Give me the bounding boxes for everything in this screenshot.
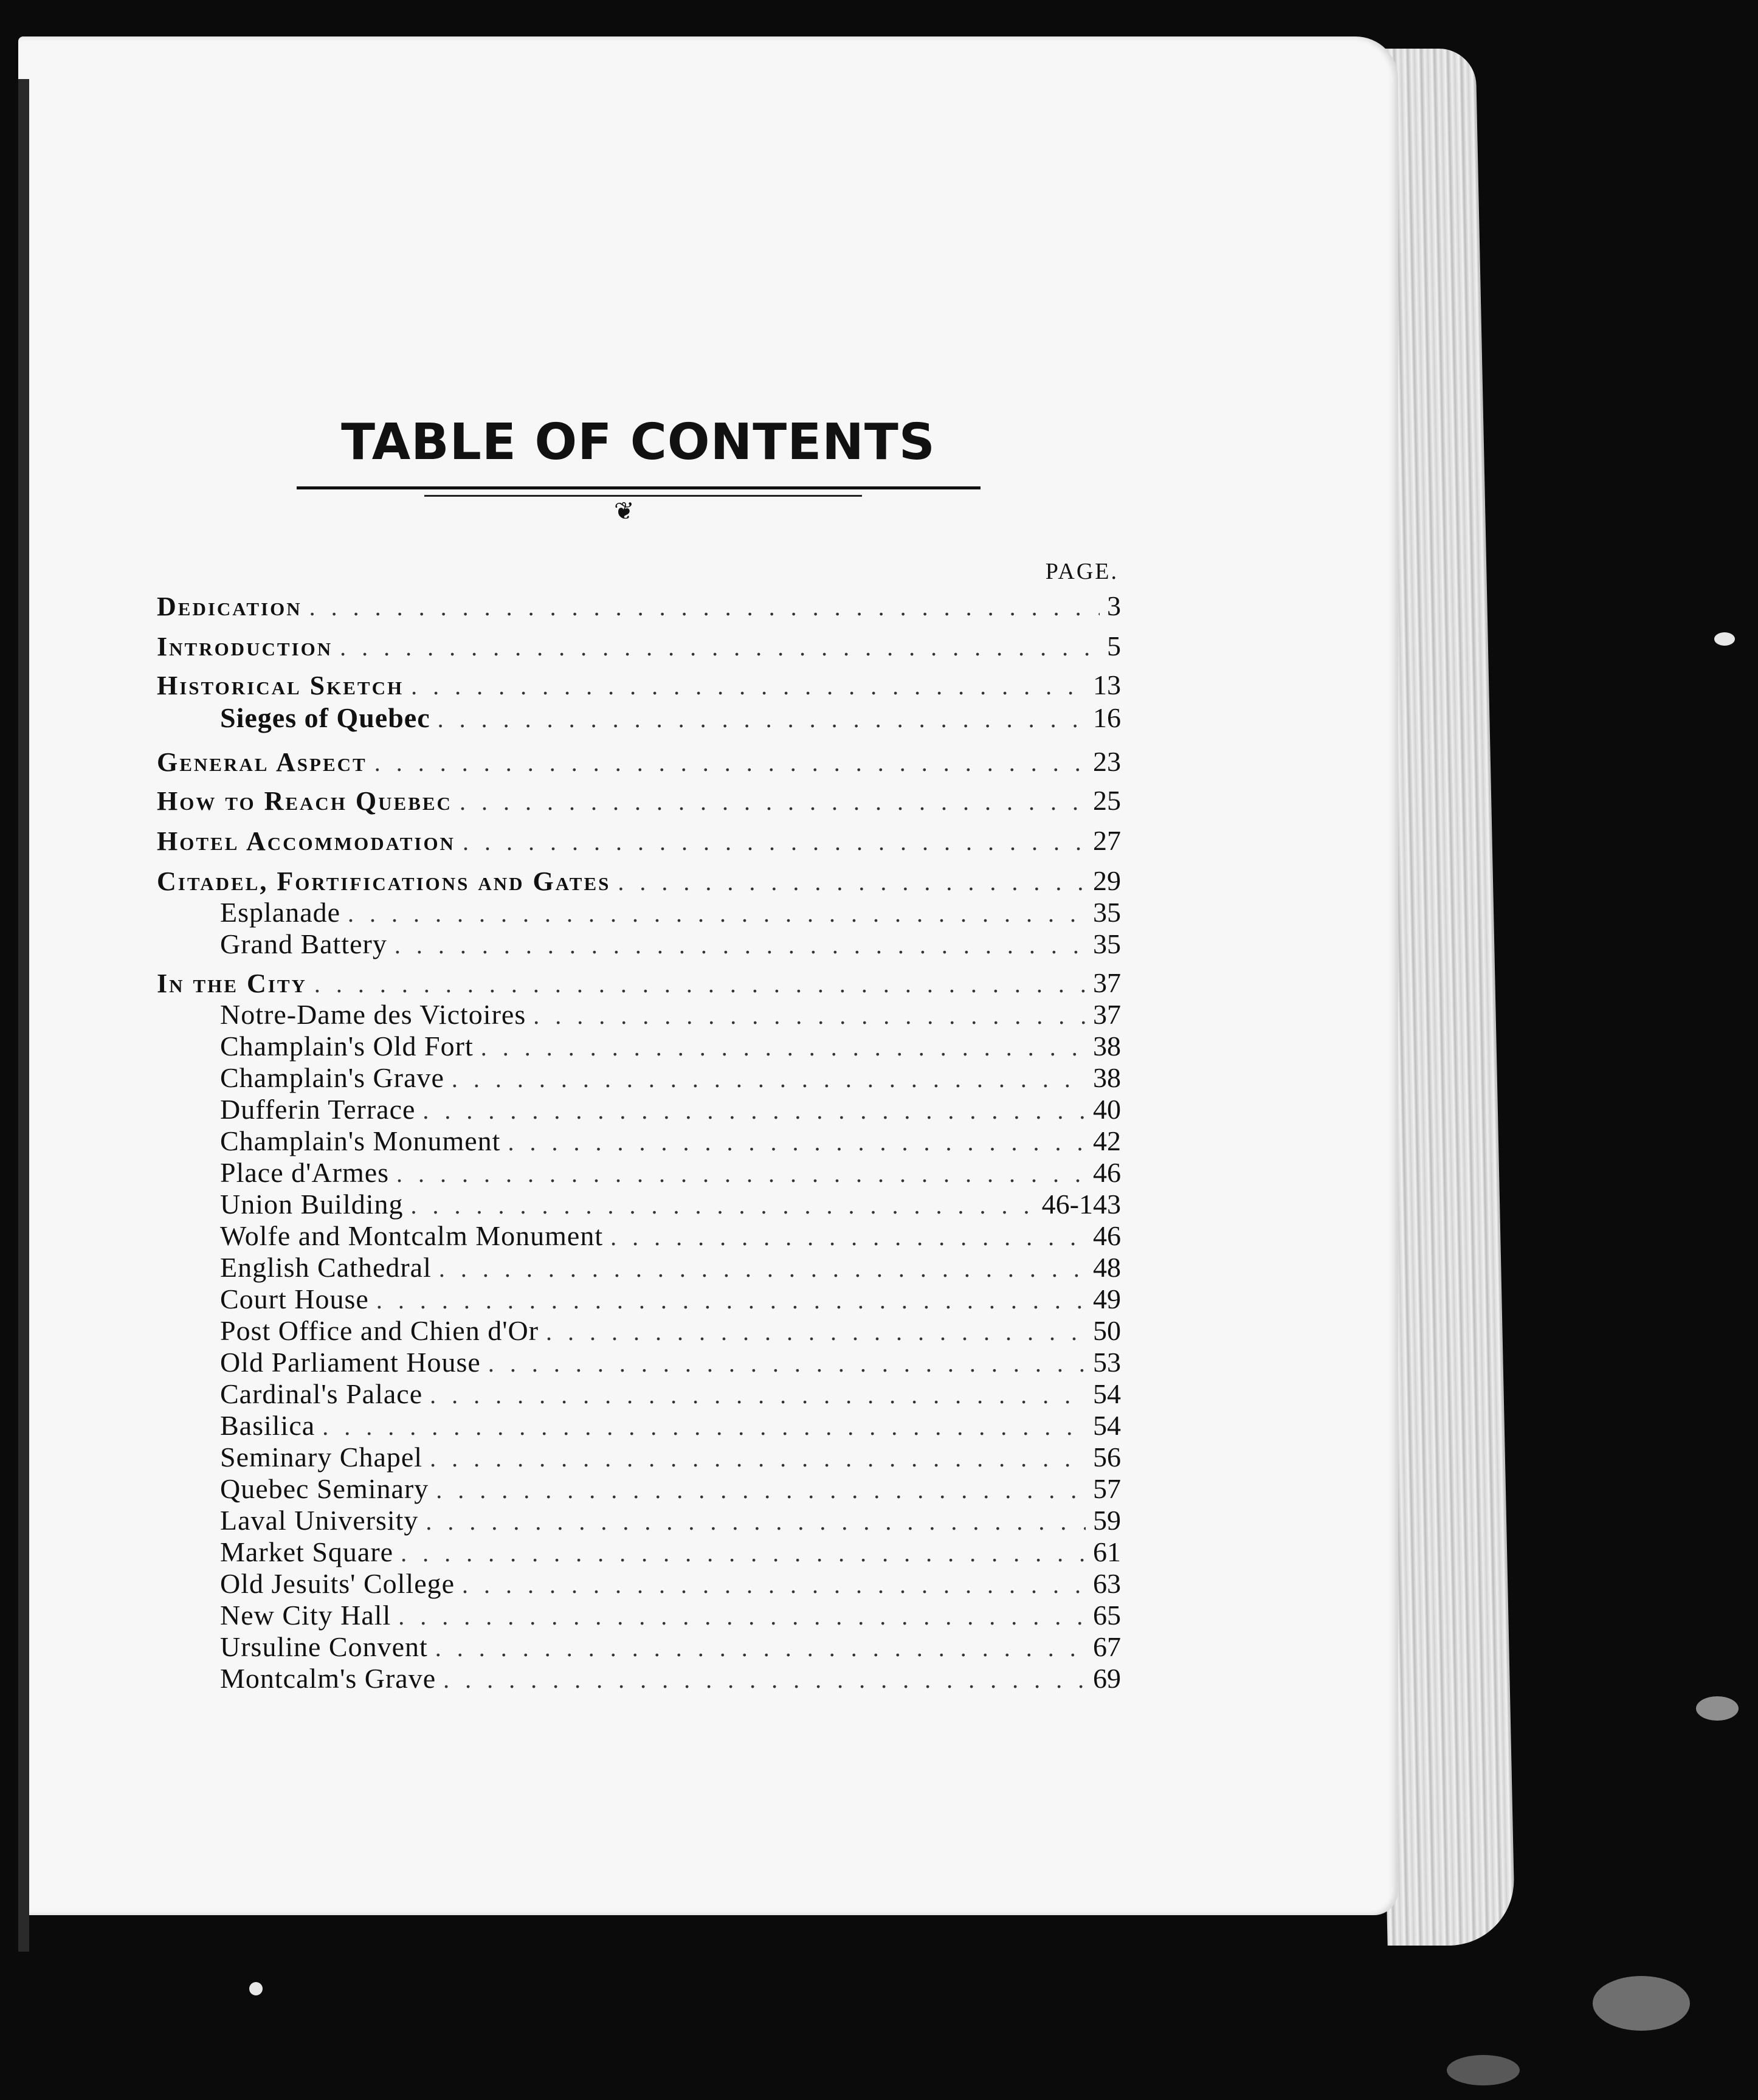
leader-dots <box>398 1602 1086 1631</box>
leader-dots <box>426 1507 1086 1536</box>
toc-entry <box>220 1093 1121 1127</box>
leader-dots <box>618 868 1086 896</box>
leader-dots <box>436 1476 1086 1504</box>
toc-entry <box>157 745 1121 779</box>
leader-dots <box>411 1191 1035 1220</box>
toc-entry-page: 57 <box>1093 1473 1121 1504</box>
toc-entry <box>220 1283 1121 1317</box>
toc-entry-page: 54 <box>1093 1378 1121 1409</box>
toc-entry <box>220 1125 1121 1159</box>
toc-entry-label: Wolfe and Montcalm Monument <box>220 1220 604 1251</box>
toc-entry-label: Basilica <box>220 1410 315 1441</box>
toc-entry-label: Ursuline Convent <box>220 1631 428 1662</box>
toc-entry-page: 29 <box>1093 865 1121 896</box>
toc-entry-label: Post Office and Chien d'Or <box>220 1315 539 1346</box>
toc-entry <box>220 1409 1121 1443</box>
toc-entry-page: 69 <box>1093 1663 1121 1694</box>
toc-entry-page: 37 <box>1093 999 1121 1030</box>
toc-entry-page: 38 <box>1093 1062 1121 1093</box>
toc-entry <box>220 1346 1121 1380</box>
leader-dots <box>610 1223 1086 1251</box>
toc-entry-label: New City Hall <box>220 1600 391 1631</box>
toc-entry <box>220 998 1121 1032</box>
toc-entry-label: Montcalm's Grave <box>220 1663 436 1694</box>
leader-dots <box>411 672 1086 700</box>
toc-entry-label: Laval University <box>220 1505 419 1536</box>
toc-entry-label: Old Parliament House <box>220 1347 481 1378</box>
toc-entry-page: 40 <box>1093 1094 1121 1125</box>
toc-entry-label: Notre-Dame des Victoires <box>220 999 526 1030</box>
leader-dots <box>439 1254 1086 1283</box>
toc-entry-page: 35 <box>1093 897 1121 928</box>
toc-entry-label: Esplanade <box>220 897 341 928</box>
toc-entry-page: 50 <box>1093 1315 1121 1346</box>
toc-entry-page: 61 <box>1093 1536 1121 1567</box>
leader-dots <box>340 633 1100 661</box>
dust-speck <box>249 1982 263 1995</box>
leader-dots <box>460 787 1086 816</box>
toc-entry <box>220 1599 1121 1633</box>
leader-dots <box>463 827 1086 856</box>
title-rule-short <box>424 495 862 497</box>
toc-entry-label: General Aspect <box>157 747 367 777</box>
leader-dots <box>488 1349 1086 1378</box>
toc-entry <box>157 630 1121 664</box>
toc-entry-label: Citadel, Fortifications and Gates <box>157 866 611 896</box>
leader-dots <box>438 705 1086 733</box>
toc-entry <box>157 590 1121 624</box>
toc-entry <box>220 1441 1121 1475</box>
toc-entry-page: 25 <box>1093 785 1121 816</box>
toc-entry-label: Dedication <box>157 592 302 621</box>
toc-entry-label: Seminary Chapel <box>220 1442 423 1473</box>
dust-speck <box>1696 1696 1739 1721</box>
toc-entry-page: 13 <box>1093 669 1121 700</box>
toc-entry-label: Introduction <box>157 632 333 661</box>
leader-dots <box>546 1318 1086 1346</box>
toc-entry-label: Champlain's Grave <box>220 1062 444 1093</box>
toc-entry-label: Champlain's Old Fort <box>220 1031 474 1062</box>
toc-entry <box>220 896 1121 930</box>
leader-dots <box>430 1381 1086 1409</box>
leader-dots <box>395 931 1086 959</box>
toc-entry <box>220 1156 1121 1190</box>
toc-entry-page: 48 <box>1093 1252 1121 1283</box>
dust-speck <box>1593 1976 1690 2031</box>
toc-entry-page: 54 <box>1093 1410 1121 1441</box>
dust-speck <box>1447 2055 1520 2085</box>
toc-entry-label: Market Square <box>220 1536 394 1567</box>
toc-entry-page: 27 <box>1093 825 1121 856</box>
toc-entry <box>157 865 1121 899</box>
toc-entry <box>157 784 1121 818</box>
leader-dots <box>348 899 1086 928</box>
toc-entry-label: Quebec Seminary <box>220 1473 429 1504</box>
toc-entry <box>220 1504 1121 1538</box>
toc-entry-page: 49 <box>1093 1283 1121 1314</box>
toc-entry-label: Sieges of Quebec <box>220 702 430 733</box>
page-spine-shadow <box>18 79 29 1952</box>
toc-entry <box>220 1378 1121 1412</box>
toc-entry-label: Historical Sketch <box>157 671 404 700</box>
toc-entry <box>220 1567 1121 1601</box>
toc-entry <box>157 669 1121 703</box>
toc-entry-label: How to Reach Quebec <box>157 786 452 816</box>
toc-entry-page: 16 <box>1093 702 1121 733</box>
toc-entry <box>220 702 1121 736</box>
toc-entry <box>220 1062 1121 1096</box>
toc-entry <box>157 824 1121 858</box>
leader-dots <box>422 1096 1086 1125</box>
leader-dots <box>322 1412 1086 1441</box>
page-title: TABLE OF CONTENTS <box>341 413 936 471</box>
leader-dots <box>374 748 1086 777</box>
leader-dots <box>314 970 1086 998</box>
leaf-ornament-icon: ❦ <box>614 497 635 525</box>
toc-entry-page: 67 <box>1093 1631 1121 1662</box>
toc-entry <box>220 1220 1121 1254</box>
toc-entry-label: Hotel Accommodation <box>157 826 455 856</box>
toc-entry <box>220 1536 1121 1570</box>
toc-entry <box>220 928 1121 962</box>
leader-dots <box>430 1444 1086 1473</box>
leader-dots <box>443 1665 1086 1694</box>
leader-dots <box>462 1570 1086 1599</box>
toc-entry-page: 63 <box>1093 1568 1121 1599</box>
toc-entry-page: 46-143 <box>1041 1189 1121 1220</box>
toc-entry-label: Old Jesuits' College <box>220 1568 455 1599</box>
toc-entry <box>220 1473 1121 1507</box>
toc-entry <box>220 1030 1121 1064</box>
toc-entry <box>220 1631 1121 1665</box>
toc-entry-label: English Cathedral <box>220 1252 432 1283</box>
toc-entry <box>220 1188 1121 1222</box>
toc-entry-label: Dufferin Terrace <box>220 1094 416 1125</box>
toc-entry-page: 46 <box>1093 1157 1121 1188</box>
leader-dots <box>508 1128 1086 1156</box>
toc-entry-page: 65 <box>1093 1600 1121 1631</box>
toc-entry-page: 23 <box>1093 746 1121 777</box>
toc-entry-page: 35 <box>1093 928 1121 959</box>
toc-entry-page: 53 <box>1093 1347 1121 1378</box>
toc-entry-page: 37 <box>1093 967 1121 998</box>
toc-entry-label: Cardinal's Palace <box>220 1378 423 1409</box>
toc-entry-page: 56 <box>1093 1442 1121 1473</box>
toc-entry-label: Place d'Armes <box>220 1157 390 1188</box>
leader-dots <box>435 1634 1086 1662</box>
toc-entry-label: Champlain's Monument <box>220 1125 501 1156</box>
leader-dots <box>376 1286 1086 1314</box>
toc-entry-label: Court House <box>220 1283 369 1314</box>
toc-entry-label: Union Building <box>220 1189 404 1220</box>
toc-entry-page: 38 <box>1093 1031 1121 1062</box>
leader-dots <box>481 1033 1086 1062</box>
toc-entry-label: In the City <box>157 969 307 998</box>
toc-entry-page: 46 <box>1093 1220 1121 1251</box>
toc-entry <box>220 1662 1121 1696</box>
toc-entry-label: Grand Battery <box>220 928 387 959</box>
toc-entry-page: 59 <box>1093 1505 1121 1536</box>
leader-dots <box>452 1065 1086 1093</box>
leader-dots <box>533 1001 1086 1030</box>
toc-entry-page: 3 <box>1107 590 1121 621</box>
leader-dots <box>309 593 1100 621</box>
leader-dots <box>396 1159 1086 1188</box>
toc-entry <box>220 1251 1121 1285</box>
book-page <box>18 36 1398 1915</box>
leader-dots <box>401 1539 1086 1567</box>
title-rule <box>297 486 981 489</box>
toc-entry <box>157 967 1121 1001</box>
dust-speck <box>1714 632 1735 646</box>
toc-entry-page: 5 <box>1107 630 1121 661</box>
toc-entry-page: 42 <box>1093 1125 1121 1156</box>
page-column-heading: PAGE. <box>1045 559 1119 584</box>
toc-entry <box>220 1314 1121 1349</box>
